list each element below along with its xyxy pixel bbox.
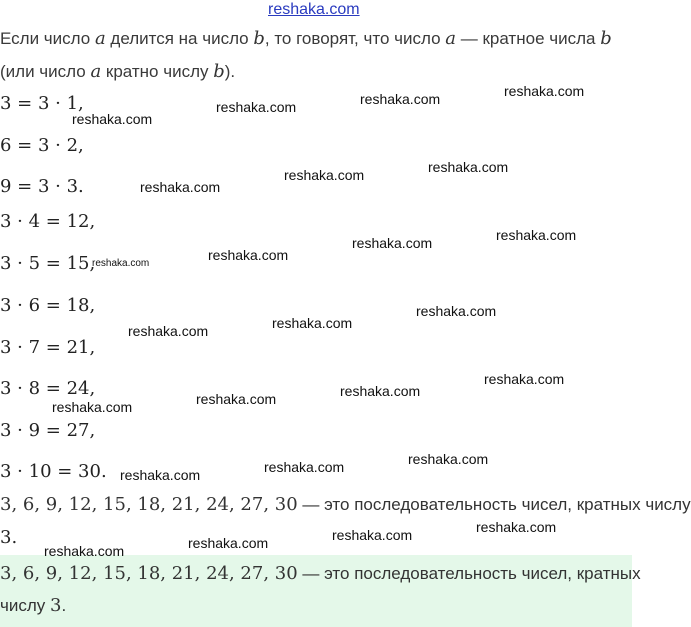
- watermark: reshaka.com: [92, 258, 150, 269]
- watermark: reshaka.com: [408, 451, 489, 467]
- equation-3: 9 = 3 · 3.: [0, 176, 84, 197]
- equation-6: 3 · 6 = 18,: [0, 295, 96, 316]
- equation-9: 3 · 9 = 27,: [0, 420, 96, 441]
- watermark: reshaka.com: [504, 83, 585, 99]
- watermark: reshaka.com: [52, 399, 133, 415]
- watermark: reshaka.com: [72, 111, 153, 127]
- watermark: reshaka.com: [496, 227, 577, 243]
- conclusion-line-2: 3.: [0, 527, 18, 548]
- intro-text: (или число: [0, 62, 91, 81]
- watermark: reshaka.com: [196, 391, 277, 407]
- header-link[interactable]: reshaka.com: [268, 1, 360, 18]
- watermark: reshaka.com: [128, 323, 209, 339]
- watermark: reshaka.com: [476, 519, 557, 535]
- sequence: 3, 6, 9, 12, 15, 18, 21, 24, 27, 30: [0, 563, 298, 584]
- answer-text: .: [61, 596, 67, 615]
- equation-1: 3 = 3 · 1,: [0, 93, 84, 114]
- equation-8: 3 · 8 = 24,: [0, 378, 96, 399]
- watermark: reshaka.com: [484, 371, 565, 387]
- answer-text: — это последовательность чисел, кратных: [297, 564, 641, 583]
- var-a: a: [90, 61, 102, 82]
- watermark: reshaka.com: [340, 383, 421, 399]
- watermark: reshaka.com: [352, 235, 433, 251]
- watermark: reshaka.com: [120, 467, 201, 483]
- watermark: reshaka.com: [360, 91, 441, 107]
- equation-2: 6 = 3 · 2,: [0, 135, 84, 156]
- equation-10: 3 · 10 = 30.: [0, 461, 107, 482]
- answer-line-2: [0, 595, 66, 616]
- watermark: reshaka.com: [188, 535, 269, 551]
- watermark: reshaka.com: [272, 315, 353, 331]
- var-a: a: [445, 28, 457, 49]
- intro-text: Если число: [0, 29, 95, 48]
- answer-box: [0, 555, 641, 627]
- intro-text: делится на число: [105, 29, 254, 48]
- conclusion-text: — это последовательность чисел, кратных числу: [297, 495, 691, 514]
- intro-text: кратно числу: [101, 62, 214, 81]
- var-b: b: [253, 28, 265, 49]
- intro-text: ).: [224, 62, 236, 81]
- watermark: reshaka.com: [332, 527, 413, 543]
- conclusion-line-1: [0, 494, 691, 515]
- answer-number: 3: [50, 595, 62, 616]
- equation-5: 3 · 5 = 15,: [0, 253, 96, 274]
- intro-text: , то говорят, что число: [264, 29, 446, 48]
- watermark: reshaka.com: [264, 459, 345, 475]
- sequence: 3, 6, 9, 12, 15, 18, 21, 24, 27, 30: [0, 494, 298, 515]
- watermark: reshaka.com: [140, 179, 221, 195]
- var-a: a: [94, 28, 106, 49]
- answer-text: числу: [0, 596, 50, 615]
- equation-7: 3 · 7 = 21,: [0, 337, 96, 358]
- answer-line-1: [0, 563, 641, 584]
- intro-text: — кратное числа: [456, 29, 601, 48]
- var-b: b: [600, 28, 612, 49]
- watermark: reshaka.com: [428, 159, 509, 175]
- equation-4: 3 · 4 = 12,: [0, 211, 96, 232]
- watermark: reshaka.com: [208, 247, 289, 263]
- intro-line-1: [0, 28, 612, 49]
- watermark: reshaka.com: [216, 99, 297, 115]
- watermark: reshaka.com: [284, 167, 365, 183]
- intro-line-2: [0, 61, 235, 82]
- watermark: reshaka.com: [44, 543, 125, 559]
- var-b: b: [213, 61, 225, 82]
- watermark: reshaka.com: [416, 303, 497, 319]
